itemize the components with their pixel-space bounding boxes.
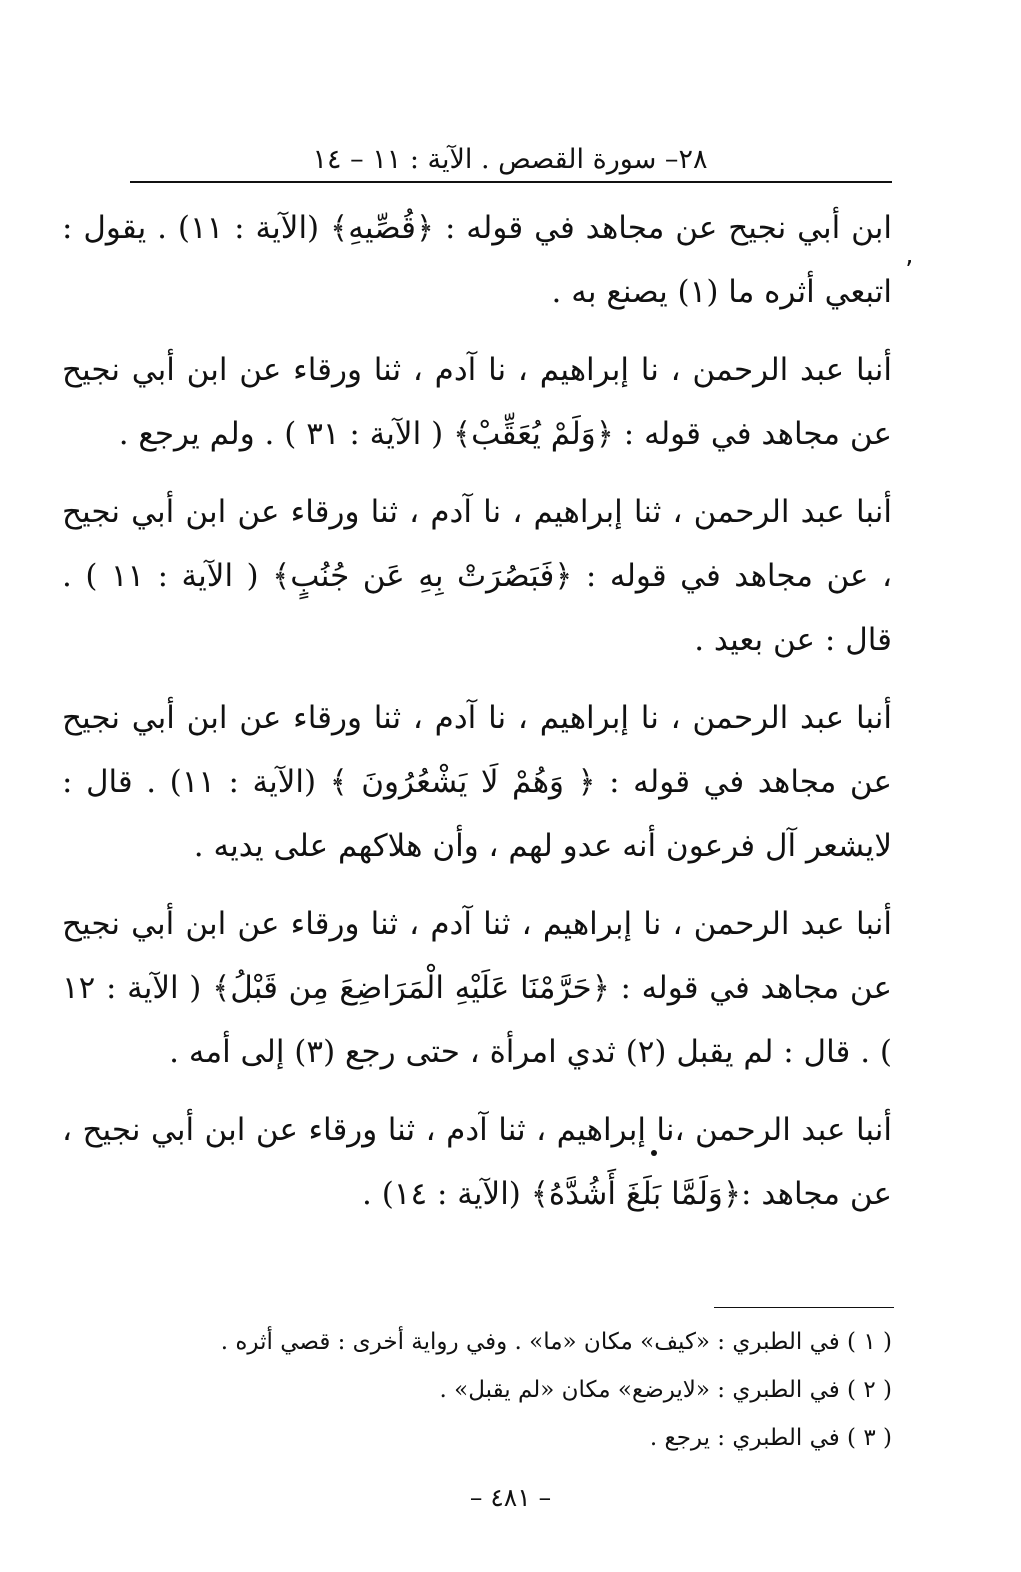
- paragraph-2: أنبا عبد الرحمن ، نا إبراهيم ، نا آدم ، ثنا ورقاء عن ابن أبي نجيح عن مجاهد في قوله : ﴿وَلَمْ يُعَقِّبْ﴾ ( الآية : ٣١ ) . ولم يرجع .: [62, 352, 892, 452]
- paragraph-3: أنبا عبد الرحمن ، ثنا إبراهيم ، نا آدم ، ثنا ورقاء عن ابن أبي نجيح ، عن مجاهد في قوله : ﴿فَبَصُرَتْ بِهِ عَن جُنُبٍ﴾ ( الآية : ١١ ) . قال : عن بعيد .: [62, 494, 893, 658]
- paragraph-4: أنبا عبد الرحمن ، نا إبراهيم ، نا آدم ، ثنا ورقاء عن ابن أبي نجيح عن مجاهد في قوله : ﴿ وَهُمْ لَا يَشْعُرُونَ ﴾ (الآية : ١١) . قال : لايشعر آل فرعون أنه عدو لهم ، وأن هلاكهم على يديه .: [62, 700, 892, 864]
- footnote-3: ( ٣ ) في الطبري : يرجع .: [649, 1425, 892, 1451]
- footnote-1: ( ١ ) في الطبري : «كيف» مكان «ما» . وفي رواية أخرى : قصي أثره .: [220, 1329, 892, 1355]
- paragraph-5: أنبا عبد الرحمن ، نا إبراهيم ، ثنا آدم ، ثنا ورقاء عن ابن أبي نجيح عن مجاهد في قوله : ﴿حَرَّمْنَا عَلَيْهِ الْمَرَاضِعَ مِن قَبْلُ﴾ ( الآية : ١٢ ) . قال : لم يقبل (٢) ثدي امرأة ، حتى رجع (٣) إلى أمه .: [62, 906, 892, 1070]
- stray-dot-mark: [651, 1150, 657, 1156]
- main-text: [62, 196, 892, 1226]
- margin-mark: ٬: [905, 256, 914, 286]
- paragraph-6: أنبا عبد الرحمن ،نا إبراهيم ، ثنا آدم ، ثنا ورقاء عن ابن أبي نجيح ، عن مجاهد :﴿وَلَمَّا بَلَغَ أَشُدَّهُ﴾ (الآية : ١٤) .: [62, 1112, 892, 1212]
- paragraph-1: ابن أبي نجيح عن مجاهد في قوله : ﴿قُصِّيهِ﴾ (الآية : ١١) . يقول : اتبعي أثره ما (١) يصنع به .: [62, 210, 892, 310]
- footnote-rule: [714, 1307, 894, 1308]
- footnotes: [130, 1318, 892, 1462]
- page-number: – ٤٨١ –: [469, 1483, 552, 1512]
- running-title: ٢٨– سورة القصص . الآية : ١١ – ١٤: [312, 144, 708, 175]
- header-rule: [130, 181, 892, 183]
- footnote-2: ( ٢ ) في الطبري : «لايرضع» مكان «لم يقبل» .: [439, 1377, 892, 1403]
